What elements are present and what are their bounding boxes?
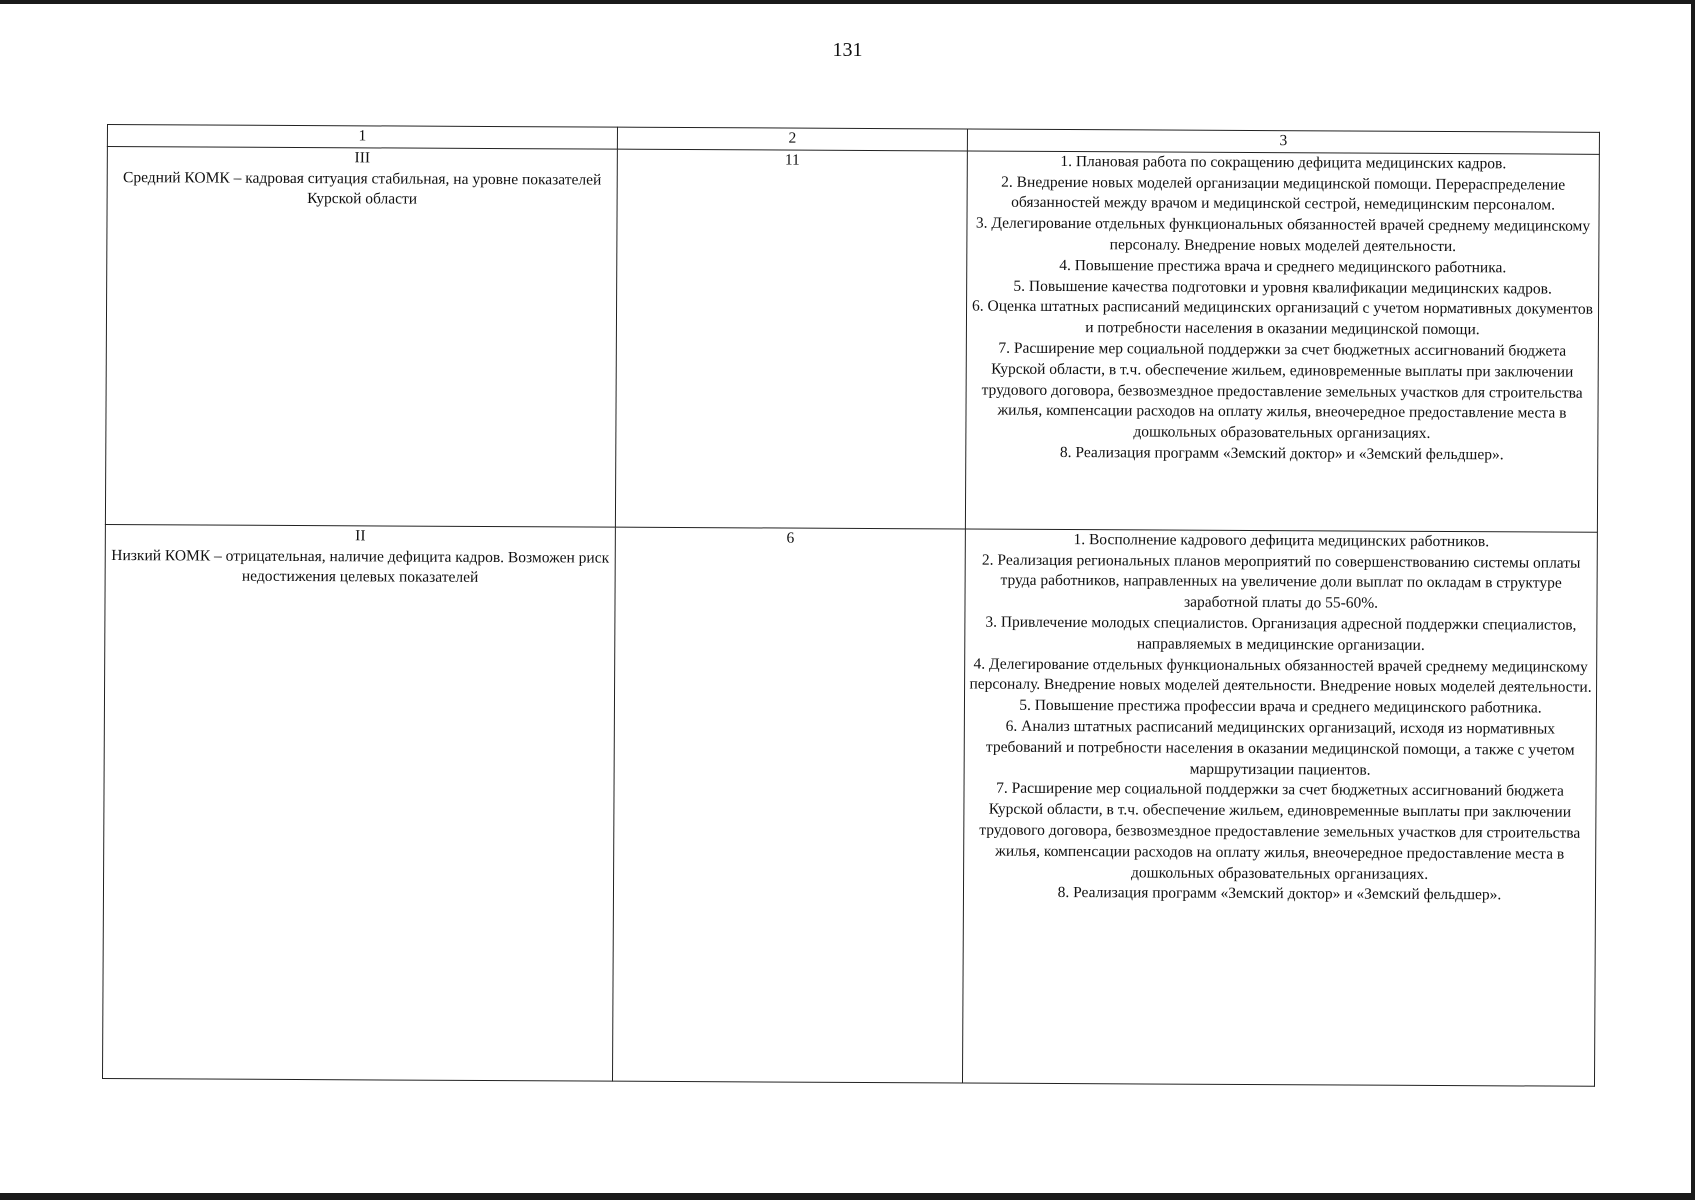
- page-number: 131: [832, 39, 863, 61]
- scan-bottom-edge: [0, 1193, 1695, 1200]
- measure-item: 8. Реализация программ «Земский доктор» и «Земский фельдшер».: [1057, 884, 1502, 904]
- header-cell-2: 2: [617, 127, 967, 151]
- header-cell-3: 3: [967, 129, 1599, 154]
- header-cell-1: 1: [107, 125, 617, 149]
- table-row: [103, 524, 1598, 1086]
- count-cell: 11: [615, 149, 967, 529]
- level-number: III: [354, 149, 371, 167]
- level-description: Средний КОМК – кадровая ситуация стабильная, на уровне показателей Курской области: [123, 168, 602, 209]
- document-table: [102, 124, 1600, 1087]
- measure-item: 3. Делегирование отдельных функциональных обязанностей врачей среднему медицинскому персоналу. Внедрение новых моделей деятельности.: [975, 214, 1591, 256]
- measure-item: 5. Повышение качества подготовки и уровня квалификации медицинских кадров.: [1013, 277, 1552, 298]
- measure-item: 6. Оценка штатных расписаний медицинских организаций с учетом нормативных документов и потребности населения в оказании медицинской помощи.: [972, 297, 1594, 339]
- measures-cell: [962, 529, 1597, 1086]
- measure-item: 7. Расширение мер социальной поддержки за счет бюджетных ассигнований бюджета Курской области, в т.ч. обеспечение жильем, единовременные выплаты при заключении трудового договора, безвозмездное предоставление земельных участков для строительства жилья, компенсации расходов на оплату жилья, внеочередное предоставление места в дошкольных образовательных организациях.: [981, 339, 1583, 443]
- measure-item: 7. Расширение мер социальной поддержки за счет бюджетных ассигнований бюджета Курской области, в т.ч. обеспечение жильем, единовременные выплаты при заключении трудового договора, безвозмездное предоставление земельных участков для строительства жилья, компенсации расходов на оплату жилья, внеочередное предоставление места в дошкольных образовательных организациях.: [979, 780, 1581, 883]
- measure-item: 2. Реализация региональных планов мероприятий по совершенствованию системы оплаты труда работников, направленных на увеличение доли выплат по окладам в структуре заработной платы до 55-60%.: [981, 551, 1581, 612]
- count-cell: 6: [612, 527, 965, 1083]
- measure-item: 1. Плановая работа по сокращению дефицита медицинских кадров.: [1060, 152, 1507, 173]
- measure-item: 5. Повышение престижа профессии врача и среднего медицинского работника.: [1019, 696, 1542, 717]
- measures-cell: [965, 151, 1599, 532]
- level-number: II: [355, 527, 366, 545]
- level-description: Низкий КОМК – отрицательная, наличие дефицита кадров. Возможен риск недостижения целевых показателей: [111, 546, 610, 587]
- measure-item: 2. Внедрение новых моделей организации медицинской помощи. Перераспределение обязанностей между врачом и медицинской сестрой, немедицинским персоналом.: [1001, 173, 1566, 214]
- scan-right-edge: [1691, 0, 1695, 1200]
- level-cell: [105, 146, 617, 527]
- measure-item: 8. Реализация программ «Земский доктор» и «Земский фельдшер».: [1059, 443, 1504, 464]
- measure-item: 1. Восполнение кадрового дефицита медицинских работников.: [1073, 530, 1490, 551]
- measure-item: 6. Анализ штатных расписаний медицинских организаций, исходя из нормативных требований и потребности населения в оказании медицинской помощи, а также с учетом маршрутизации пациентов.: [985, 717, 1575, 779]
- scan-top-edge: [0, 0, 1695, 4]
- level-cell: [103, 524, 616, 1081]
- measure-item: 4. Делегирование отдельных функциональных обязанностей врачей среднему медицинскому персоналу. Внедрение новых моделей деятельности. Внедрение новых моделей деятельности.: [969, 655, 1592, 697]
- measure-item: 4. Повышение престижа врача и среднего медицинского работника.: [1059, 256, 1507, 277]
- measure-item: 3. Привлечение молодых специалистов. Организация адресной поддержки специалистов, направляемых в медицинские организации.: [985, 613, 1577, 654]
- table-row: [105, 146, 1599, 532]
